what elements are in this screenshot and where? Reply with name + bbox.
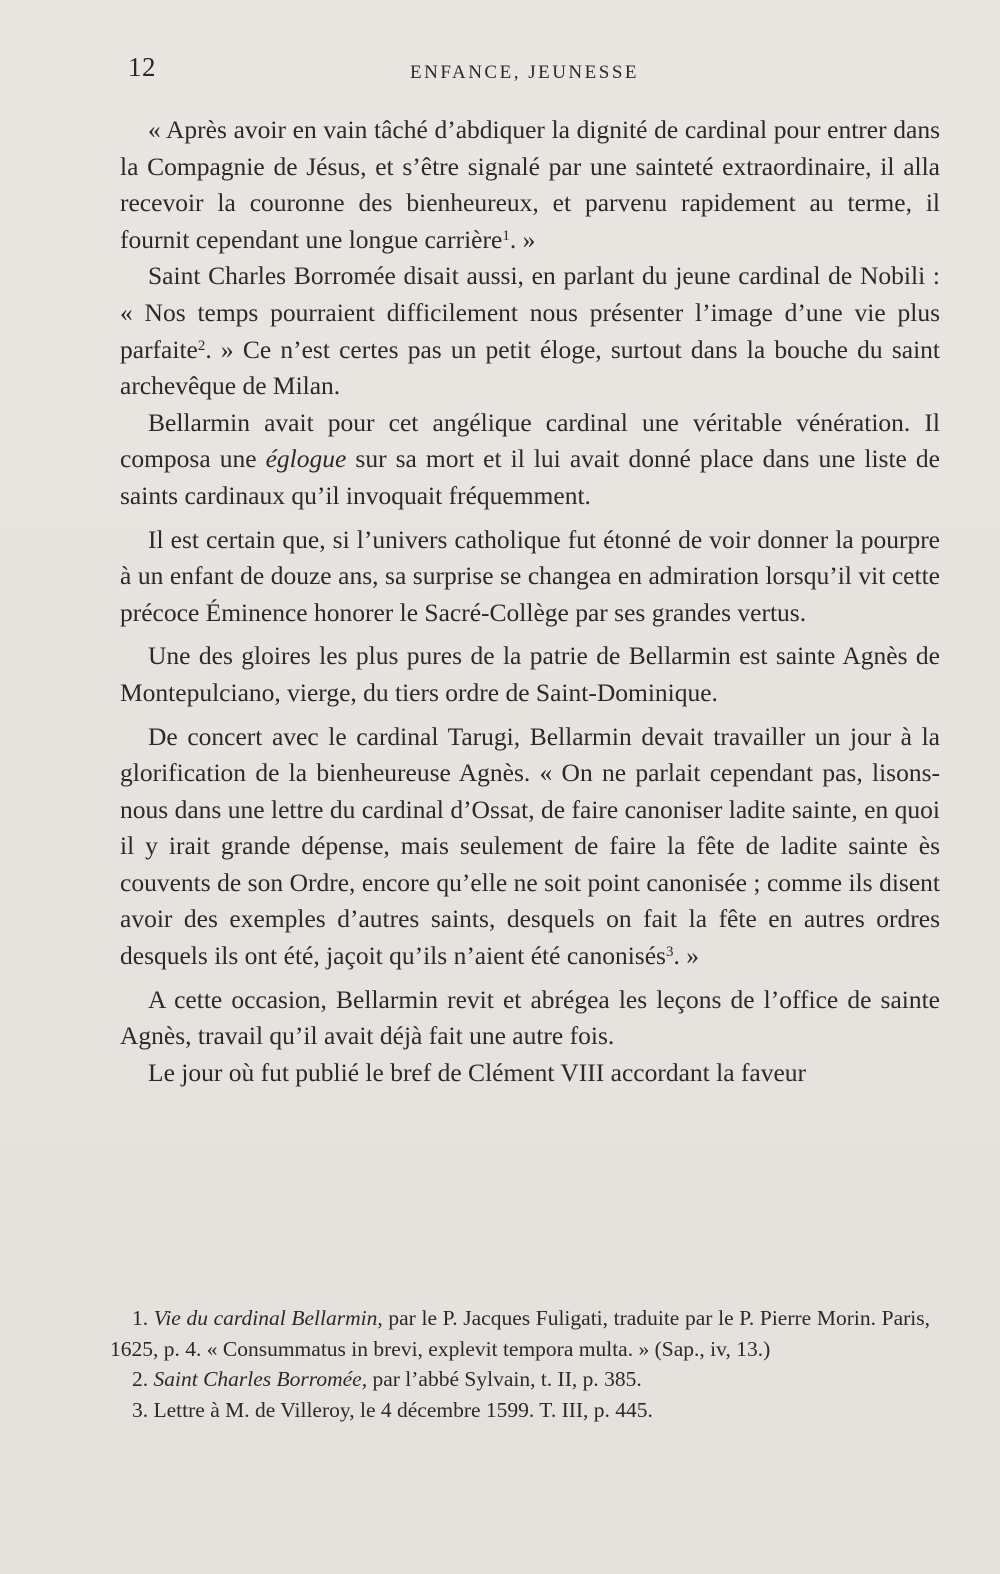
paragraph-text: Une des gloires les plus pures de la patrie de Bellarmin est sainte Agnès de Montepulciano, vierge, du tiers ordre de Saint-Dominique.	[120, 641, 940, 707]
footnote	[110, 1303, 930, 1364]
paragraph	[120, 522, 940, 632]
paragraph-text: De concert avec le cardinal Tarugi, Bellarmin devait travailler un jour à la glorification de la bienheureuse Agnès. « On ne parlait cependant pas, lisons-nous dans une lettre du cardinal d’Ossat, de faire canoniser ladite sainte, en quoi il y irait grande dépense, mais seulement de faire la fête de ladite sainte ès couvents de son Ordre, encore qu’elle ne soit point canonisée ; comme ils disent avoir des exemples d’autres saints, desquels on fait la fête en autres ordres desquels ils ont été, jaçoit qu’ils n’aient été canonisés	[120, 721, 940, 971]
paragraph-text: « Après avoir en vain tâché d’abdiquer la dignité de cardinal pour entrer dans la Compagnie de Jésus, et s’être signalé par une sainteté extraordinaire, il alla recevoir la couronne des bienheureux, et parvenu rapidement au terme, il fournit cependant une longue carrière	[120, 115, 940, 254]
footnote-text: Lettre à M. de Villeroy, le 4 décembre 1599. T. III, p. 445.	[153, 1397, 653, 1422]
footnote-title: Vie du cardinal Bellarmin,	[153, 1306, 383, 1330]
paragraph	[120, 1055, 940, 1092]
footnote	[110, 1395, 930, 1426]
footnote-number: 2.	[132, 1367, 154, 1391]
footnote-text: par l’abbé Sylvain, t. II, p. 385.	[367, 1367, 642, 1391]
paragraph	[120, 638, 940, 711]
running-title: ENFANCE, JEUNESSE	[410, 62, 639, 83]
paragraph-text: Le jour où fut publié le bref de Clément VIII accordant la faveur	[148, 1057, 807, 1087]
footnotes	[110, 1303, 930, 1425]
paragraph-text: Bellarmin avait pour cet angélique cardinal une véritable vénération. Il composa une	[120, 407, 940, 474]
footnote-ref: 1	[502, 227, 510, 244]
footnote-number: 3.	[132, 1397, 154, 1422]
paragraph-text: sur sa mort et il lui avait donné place dans une liste de saints cardinaux qu’il invoquait fréquemment.	[120, 444, 940, 510]
footnote-title: Saint Charles Borromée,	[153, 1367, 368, 1391]
paragraph-text: . »	[509, 224, 536, 254]
italic-title: églogue	[265, 444, 347, 474]
footnote-ref: 3	[665, 944, 674, 961]
footnote-ref: 2	[197, 337, 206, 354]
paragraph-text: Il est certain que, si l’univers catholique fut étonné de voir donner la pourpre à un enfant de douze ans, sa surprise se changea en admiration lorsqu’il vit cette précoce Éminence honorer le Sacré-Collège par ses grandes vertus.	[120, 524, 940, 627]
paragraph	[120, 982, 940, 1055]
paragraph	[120, 405, 940, 515]
paragraph-text: . » Ce n’est certes pas un petit éloge, surtout dans la bouche du saint archevêque de Milan.	[120, 334, 940, 401]
page-number: 12	[128, 52, 156, 82]
footnote-number: 1.	[132, 1306, 154, 1330]
paragraph	[120, 719, 940, 975]
paragraph	[120, 112, 940, 258]
footnote-text: par le P. Jacques Fuligati, traduite par le P. Pierre Morin. Paris, 1625, p. 4. « Consummatus in brevi, explevit tempora multa. » (Sap., iv, 13.)	[110, 1306, 931, 1361]
paragraph-text: Saint Charles Borromée disait aussi, en parlant du jeune cardinal de Nobili : « Nos temps pourraient difficilement nous présenter l’image d’une vie plus parfaite	[120, 261, 940, 364]
paragraph	[120, 258, 940, 404]
body-text	[120, 112, 940, 1091]
paragraph-text: . »	[673, 941, 699, 971]
footnote	[110, 1364, 930, 1395]
paragraph-text: A cette occasion, Bellarmin revit et abrégea les leçons de l’office de sainte Agnès, travail qu’il avait déjà fait une autre fois.	[120, 984, 940, 1051]
